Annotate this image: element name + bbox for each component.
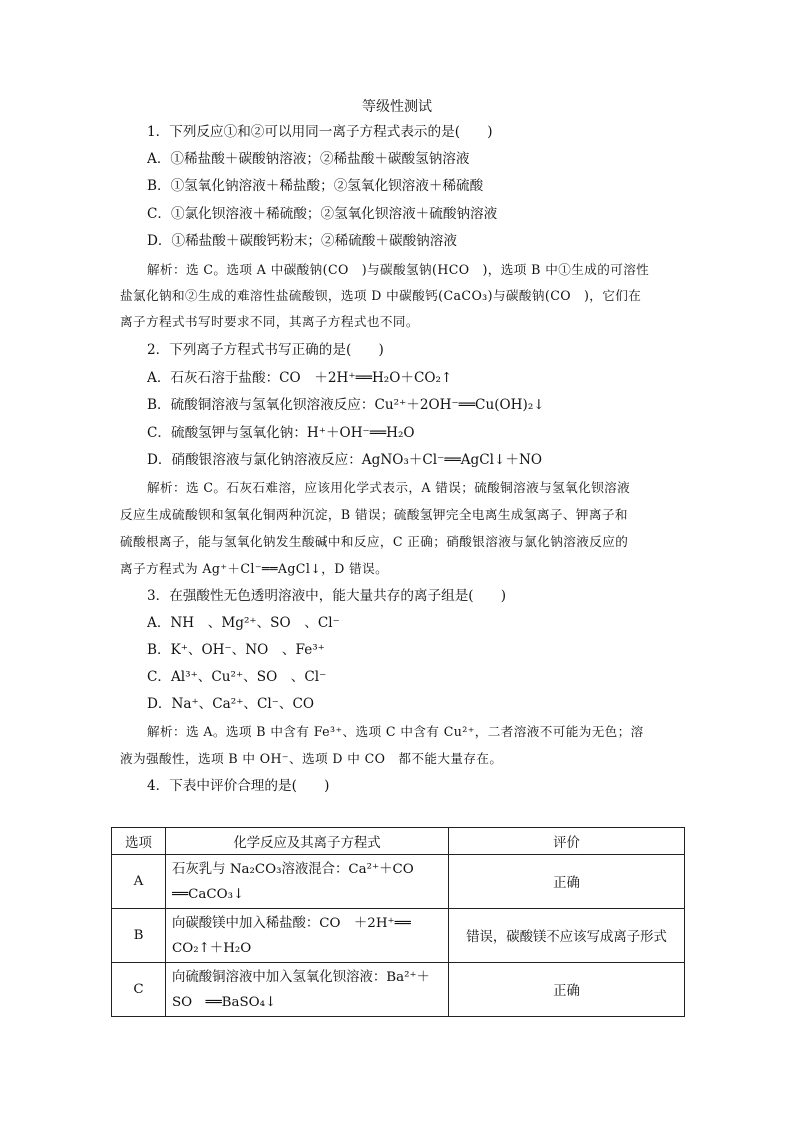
table-cell-option: A <box>112 855 166 909</box>
q2-option-c: C．硫酸氢钾与氢氧化钠：H⁺＋OH⁻══H₂O <box>147 425 415 441</box>
q2-option-a: A．石灰石溶于盐酸：CO ＋2H⁺══H₂O＋CO₂↑ <box>147 370 453 386</box>
q3-explanation-line: 液为强酸性，选项 B 中 OH⁻、选项 D 中 CO 都不能大量存在。 <box>120 751 503 766</box>
table-cell-reaction <box>166 909 449 963</box>
reaction-line: 向碳酸镁中加入稀盐酸：CO ＋2H⁺══ <box>172 915 411 931</box>
q3-option-d: D．Na⁺、Ca²⁺、Cl⁻、CO <box>147 696 315 712</box>
table-row <box>112 855 685 909</box>
table-cell-reaction <box>166 855 449 909</box>
q2-explanation-line: 离子方程式为 Ag⁺＋Cl⁻══AgCl↓，D 错误。 <box>120 561 389 576</box>
table-header-evaluation: 评价 <box>449 828 685 855</box>
q2-option-d: D．硝酸银溶液与氯化钠溶液反应：AgNO₃＋Cl⁻══AgCl↓＋NO <box>147 452 542 468</box>
q2-stem: 2．下列离子方程式书写正确的是( ) <box>147 342 384 358</box>
page-title: 等级性测试 <box>362 99 432 115</box>
table-cell-option: C <box>112 963 166 1017</box>
reaction-line: SO ══BaSO₄↓ <box>172 994 277 1010</box>
table-cell-reaction <box>166 963 449 1017</box>
evaluation-table <box>111 827 685 1017</box>
table-row <box>112 963 685 1017</box>
q3-stem: 3．在强酸性无色透明溶液中，能大量共存的离子组是( ) <box>147 588 507 604</box>
q1-option-c: C．①氯化钡溶液＋稀硫酸；②氢氧化钡溶液＋硫酸钠溶液 <box>147 206 498 222</box>
reaction-line: 向硫酸铜溶液中加入氢氧化钡溶液：Ba²⁺＋ <box>172 969 430 985</box>
q4-stem: 4．下表中评价合理的是( ) <box>147 778 330 794</box>
table-cell-evaluation: 错误，碳酸镁不应该写成离子形式 <box>449 909 685 963</box>
q1-stem: 1．下列反应①和②可以用同一离子方程式表示的是( ) <box>147 124 493 140</box>
q3-explanation-line: 解析：选 A。选项 B 中含有 Fe³⁺、选项 C 中含有 Cu²⁺，二者溶液不可能为无色；溶 <box>147 724 644 739</box>
q1-option-b: B．①氢氧化钠溶液＋稀盐酸；②氢氧化钡溶液＋稀硫酸 <box>147 178 484 194</box>
table-header-option: 选项 <box>112 828 166 855</box>
table-cell-evaluation: 正确 <box>449 963 685 1017</box>
q1-option-d: D．①稀盐酸＋碳酸钙粉末；②稀硫酸＋碳酸钠溶液 <box>147 233 457 249</box>
reaction-line: ══CaCO₃↓ <box>172 886 245 902</box>
q3-option-b: B．K⁺、OH⁻、NO 、Fe³⁺ <box>147 642 325 658</box>
q2-explanation-line: 反应生成硫酸钡和氢氧化铜两种沉淀，B 错误；硫酸氢钾完全电离生成氢离子、钾离子和 <box>120 507 628 522</box>
q3-option-c: C．Al³⁺、Cu²⁺、SO 、Cl⁻ <box>147 669 327 685</box>
table-cell-evaluation: 正确 <box>449 855 685 909</box>
table-header-reaction: 化学反应及其离子方程式 <box>166 828 449 855</box>
q1-explanation-line: 解析：选 C。选项 A 中碳酸钠(CO )与碳酸氢钠(HCO )，选项 B 中①生成的可溶性 <box>147 262 650 277</box>
table-row <box>112 909 685 963</box>
q2-explanation-line: 解析：选 C。石灰石难溶，应该用化学式表示，A 错误；硫酸铜溶液与氢氧化钡溶液 <box>147 480 631 495</box>
table-header-row <box>112 828 685 855</box>
q1-explanation-line: 离子方程式书写时要求不同，其离子方程式也不同。 <box>120 314 419 329</box>
table-cell-option: B <box>112 909 166 963</box>
reaction-line: 石灰乳与 Na₂CO₃溶液混合：Ca²⁺＋CO <box>172 861 414 877</box>
reaction-line: CO₂↑＋H₂O <box>172 940 252 956</box>
q2-explanation-line: 硫酸根离子，能与氢氧化钠发生酸碱中和反应，C 正确；硝酸银溶液与氯化钠溶液反应的 <box>120 534 629 549</box>
q3-option-a: A．NH 、Mg²⁺、SO 、Cl⁻ <box>147 615 340 631</box>
q1-option-a: A．①稀盐酸＋碳酸钠溶液；②稀盐酸＋碳酸氢钠溶液 <box>147 151 470 167</box>
q2-option-b: B．硫酸铜溶液与氢氧化钡溶液反应：Cu²⁺＋2OH⁻══Cu(OH)₂↓ <box>147 397 545 413</box>
q1-explanation-line: 盐氯化钠和②生成的难溶性盐硫酸钡，选项 D 中碳酸钙(CaCO₃)与碳酸钠(CO )，它们在 <box>120 288 642 303</box>
